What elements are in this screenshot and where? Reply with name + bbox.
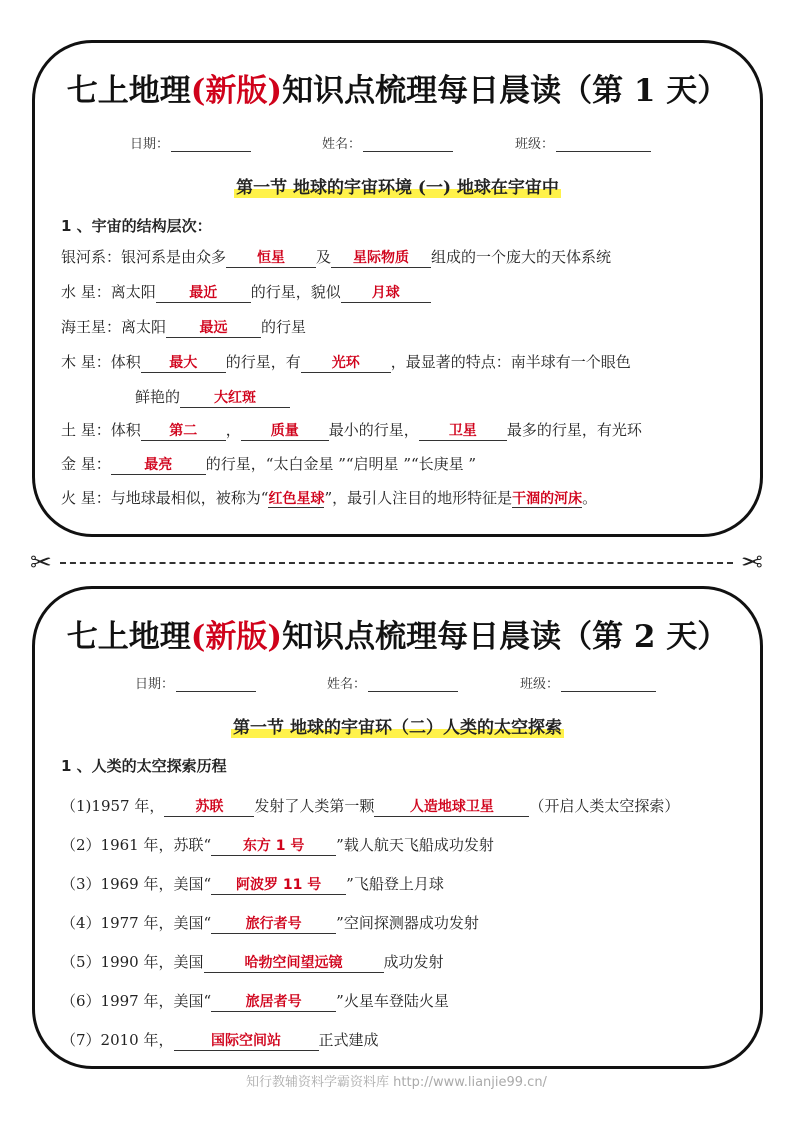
row-jupiter: 木 星：体积 最大 的行星，有 光环 ，最显著的特点：南半球有一个眼色 bbox=[61, 353, 631, 371]
date-field: 日期： bbox=[135, 673, 256, 692]
answer-blank: 苏联 bbox=[164, 798, 254, 817]
name-field: 姓名： bbox=[327, 673, 458, 692]
subhead: 1 、人类的太空探索历程 bbox=[61, 757, 227, 775]
answer-blank: 最远 bbox=[166, 319, 261, 338]
answer-blank: 最近 bbox=[156, 284, 251, 303]
row-1977: （4）1977 年，美国“ 旅行者号 ”空间探测器成功发射 bbox=[61, 914, 479, 932]
answer-blank: 干涸的河床 bbox=[512, 491, 583, 507]
answer-blank: 卫星 bbox=[419, 422, 507, 441]
answer-blank: 哈勃空间望远镜 bbox=[204, 954, 384, 973]
row-1969: （3）1969 年，美国“ 阿波罗 11 号 ”飞船登上月球 bbox=[61, 875, 444, 893]
day1-card bbox=[32, 40, 763, 537]
class-field: 班级： bbox=[520, 673, 656, 692]
answer-blank: 阿波罗 11 号 bbox=[211, 876, 346, 895]
answer-blank: 质量 bbox=[241, 422, 329, 441]
row-1990: （5）1990 年，美国 哈勃空间望远镜 成功发射 bbox=[61, 953, 444, 971]
day2-title: 七上地理(新版)知识点梳理每日晨读（第 2 天） bbox=[66, 619, 729, 655]
section-title: 第一节 地球的宇宙环境 (一) 地球在宇宙中 bbox=[236, 178, 559, 198]
answer-blank: 星际物质 bbox=[331, 249, 431, 268]
class-blank[interactable] bbox=[556, 137, 651, 152]
answer-blank: 光环 bbox=[301, 354, 391, 373]
row-1961: （2）1961 年，苏联“ 东方 1 号 ”载人航天飞船成功发射 bbox=[61, 836, 494, 854]
answer-blank: 人造地球卫星 bbox=[374, 798, 529, 817]
row-milky-way: 银河系：银河系是由众多 恒星 及 星际物质 组成的一个庞大的天体系统 bbox=[61, 248, 612, 266]
answer-blank: 最亮 bbox=[111, 456, 206, 475]
row-jupiter-2: 鲜艳的 大红斑 bbox=[135, 386, 290, 408]
answer-blank: 旅行者号 bbox=[211, 915, 336, 934]
name-blank[interactable] bbox=[363, 137, 453, 152]
answer-blank: 第二 bbox=[141, 422, 226, 441]
answer-blank: 旅居者号 bbox=[211, 993, 336, 1012]
section-title: 第一节 地球的宇宙环（二）人类的太空探索 bbox=[233, 718, 562, 738]
row-neptune: 海王星：离太阳 最远 的行星 bbox=[61, 318, 307, 336]
answer-blank: 大红斑 bbox=[180, 389, 290, 408]
answer-blank: 东方 1 号 bbox=[211, 837, 336, 856]
name-blank[interactable] bbox=[368, 677, 458, 692]
class-blank[interactable] bbox=[561, 677, 656, 692]
answer-blank: 红色星球 bbox=[268, 491, 325, 507]
row-2010: （7）2010 年， 国际空间站 正式建成 bbox=[61, 1031, 379, 1049]
answer-blank: 国际空间站 bbox=[174, 1032, 319, 1051]
date-field: 日期： bbox=[130, 133, 251, 152]
footer-watermark: 知行教辅资料学霸资料库 http://www.lianjie99.cn/ bbox=[246, 1075, 547, 1090]
row-mars: 火 星：与地球最相似，被称为“红色星球”，最引人注目的地形特征是干涸的河床。 bbox=[61, 489, 598, 507]
answer-blank: 最大 bbox=[141, 354, 226, 373]
subhead: 1 、宇宙的结构层次： bbox=[61, 217, 212, 235]
answer-blank: 恒星 bbox=[226, 249, 316, 268]
day1-title: 七上地理(新版)知识点梳理每日晨读（第 1 天） bbox=[66, 73, 729, 109]
day2-card bbox=[32, 586, 763, 1069]
date-blank[interactable] bbox=[176, 677, 256, 692]
answer-blank: 月球 bbox=[341, 284, 431, 303]
scissors-right-icon: ✂ bbox=[741, 548, 763, 578]
scissors-left-icon: ✂ bbox=[30, 548, 52, 578]
row-saturn: 土 星：体积 第二 ， 质量 最小的行星， 卫星 最多的行星，有光环 bbox=[61, 421, 642, 439]
name-field: 姓名： bbox=[322, 133, 453, 152]
class-field: 班级： bbox=[515, 133, 651, 152]
row-1997: （6）1997 年，美国“ 旅居者号 ”火星车登陆火星 bbox=[61, 992, 449, 1010]
row-mercury: 水 星：离太阳 最近 的行星，貌似 月球 bbox=[61, 281, 431, 303]
cut-line bbox=[60, 562, 733, 564]
row-venus: 金 星： 最亮 的行星，“太白金星 ”“启明星 ”“长庚星 ” bbox=[61, 455, 477, 473]
row-1957: （1)1957 年， 苏联 发射了人类第一颗 人造地球卫星 （开启人类太空探索） bbox=[61, 797, 680, 815]
date-blank[interactable] bbox=[171, 137, 251, 152]
